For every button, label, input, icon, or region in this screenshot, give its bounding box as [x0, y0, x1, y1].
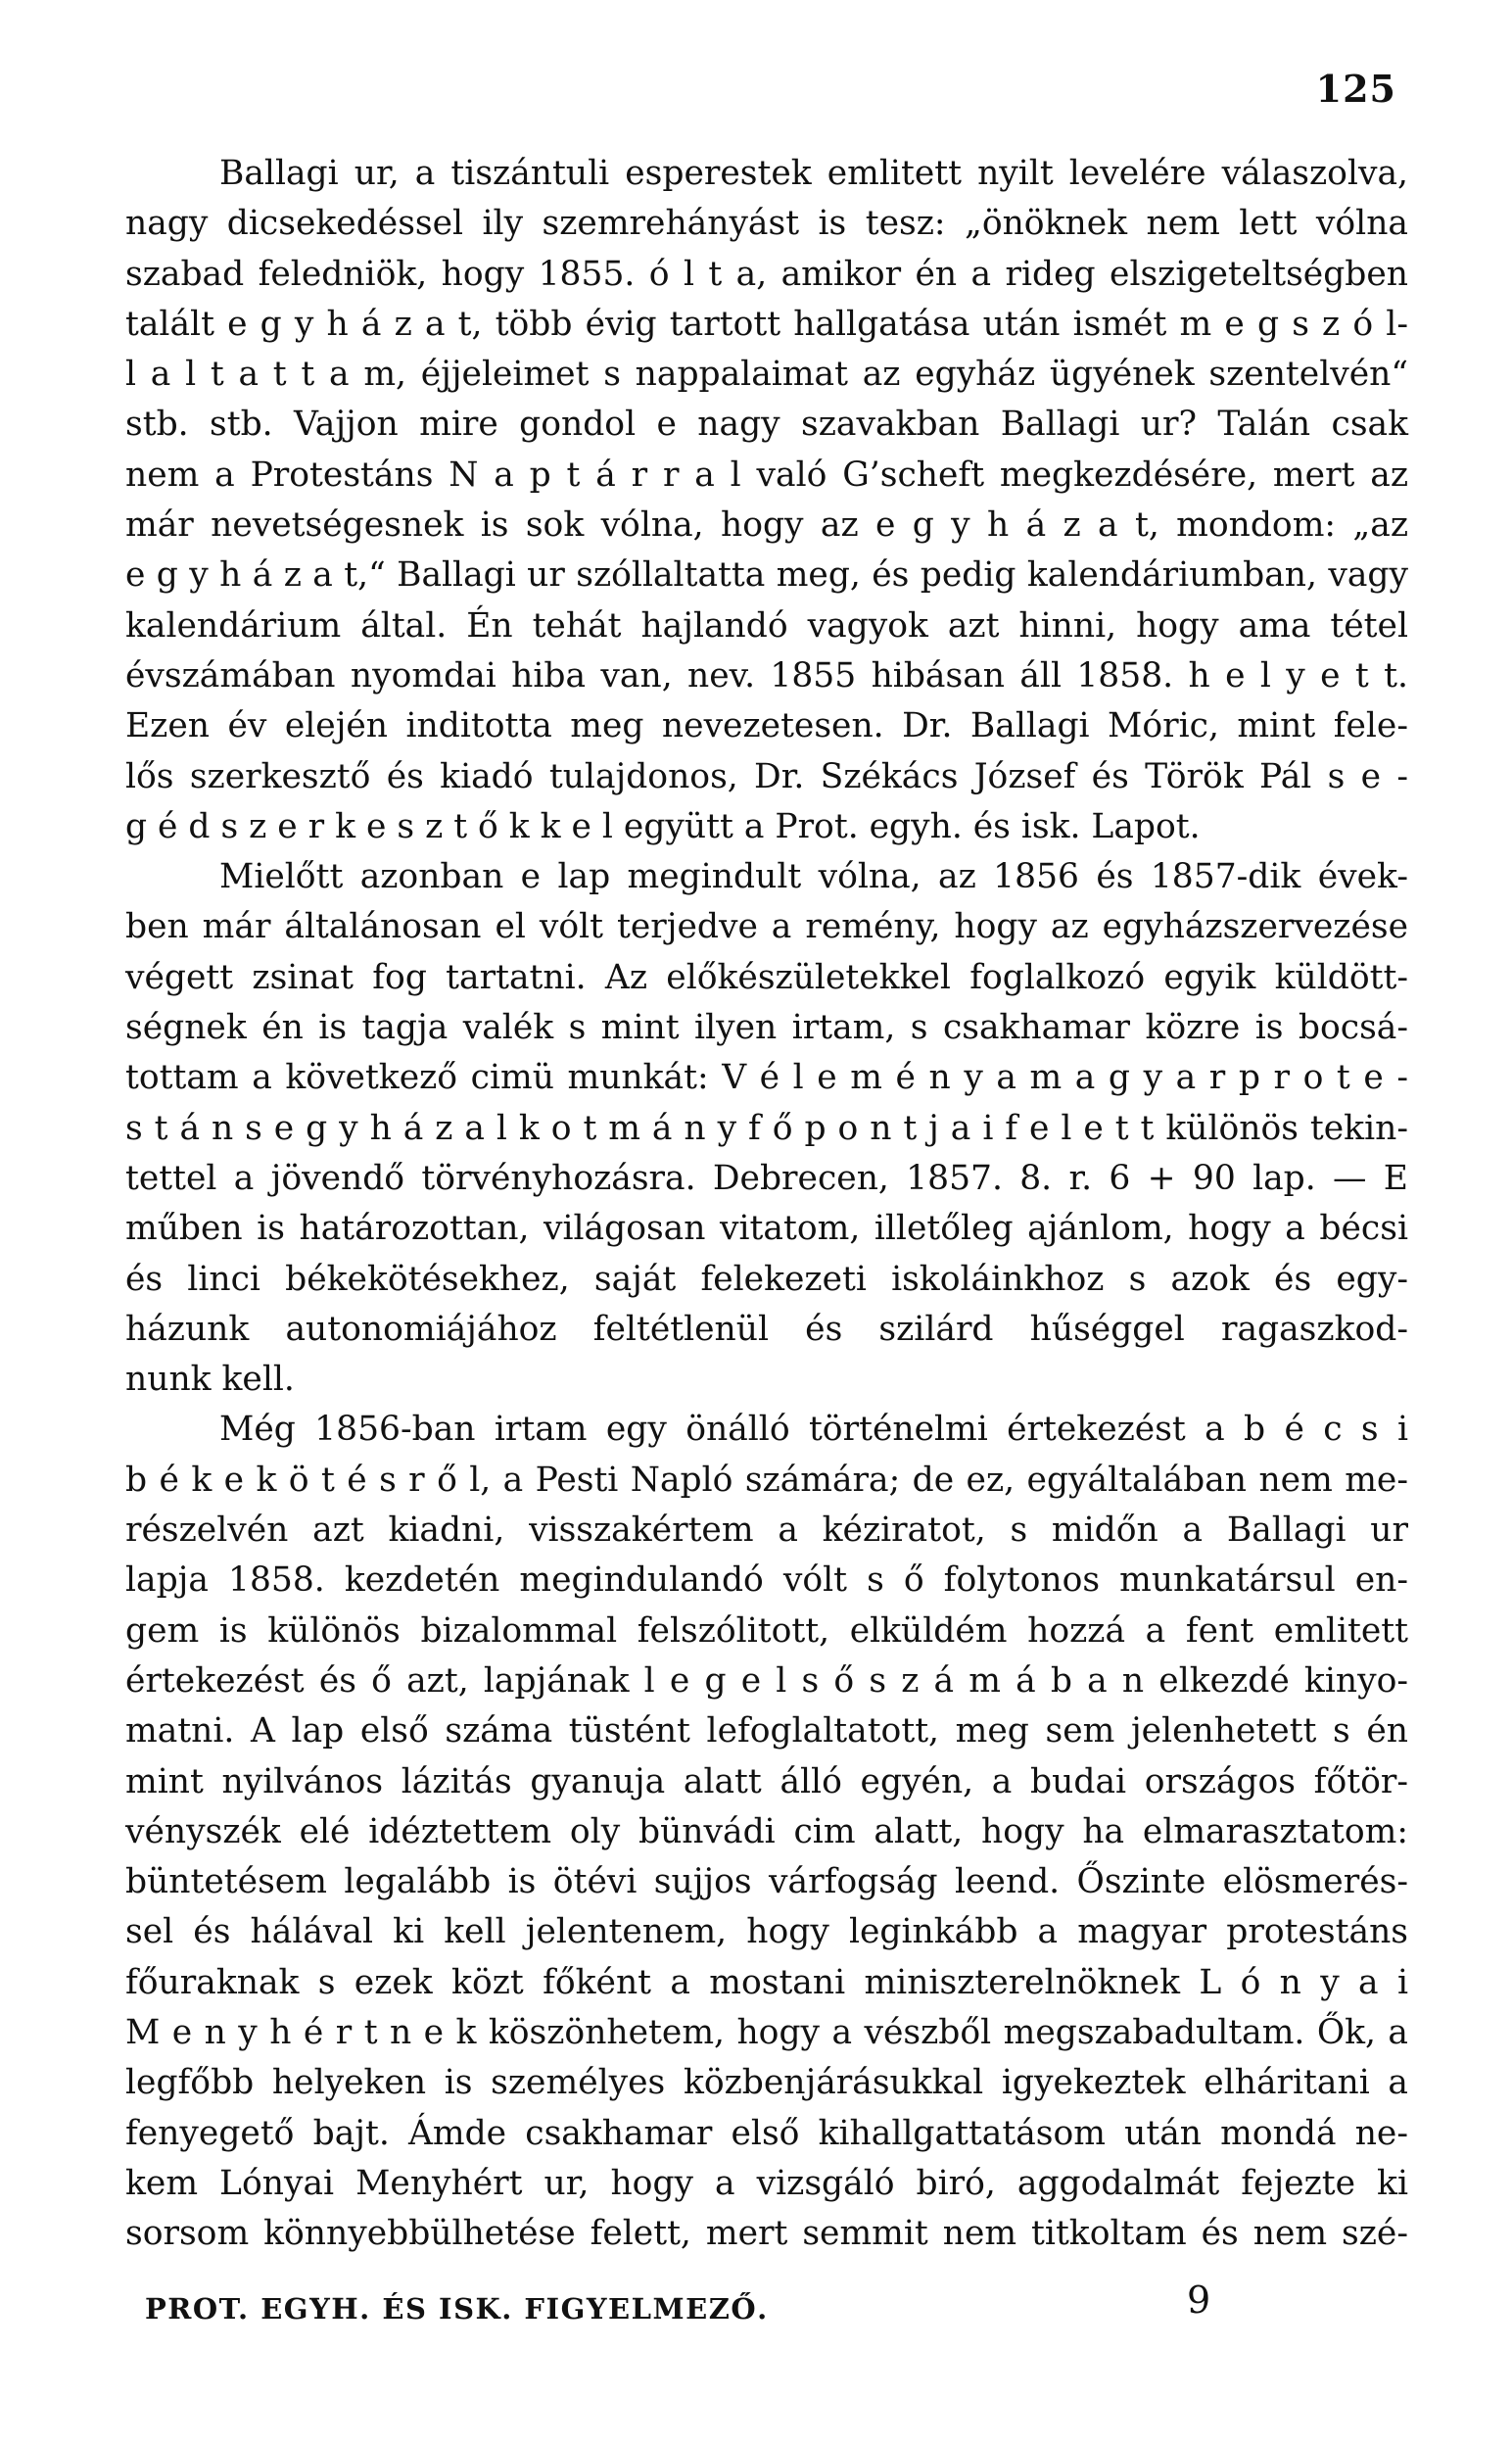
text-line: házunk autonomiájához feltétlenül és szilárd hűséggel ragaszkod- [125, 1309, 1408, 1349]
text-line: Ezen év elején inditotta meg nevezetesen. Dr. Ballagi Móric, mint fele- [125, 706, 1408, 746]
text-line: büntetésem legalább is ötévi sujjos várfogság leend. Őszinte elösmerés- [125, 1862, 1408, 1902]
text-line: tettel a jövendő törvényhozásra. Debrecen, 1857. 8. r. 6 + 90 lap. — E [125, 1158, 1408, 1198]
text-line: nunk kell. [125, 1360, 295, 1400]
text-line: sorsom könnyebbülhetése felett, mert semmit nem titkoltam és nem szé- [125, 2214, 1408, 2254]
text-line: értekezést és ő azt, lapjának l e g e l s ő s z á m á b a n elkezdé kinyo- [125, 1660, 1408, 1701]
text-line: részelvén azt kiadni, visszakértem a kéziratot, s midőn a Ballagi ur [125, 1511, 1408, 1551]
text-line: s t á n s e g y h á z a l k o t m á n y f ő p o n t j a i f e l e t t különös tekin- [125, 1108, 1408, 1148]
text-line: talált e g y h á z a t, több évig tartott hallgatása után ismét m e g s z ó l- [125, 304, 1408, 344]
text-line: b é k e k ö t é s r ő l, a Pesti Napló számára; de ez, egyáltalában nem me- [125, 1460, 1408, 1500]
text-line: kalendárium által. Én tehát hajlandó vagyok azt hinni, hogy ama tétel [125, 605, 1408, 646]
text-line: legfőbb helyeken is személyes közbenjárásukkal igyekeztek elháritani a [125, 2063, 1408, 2103]
text-line: nem a Protestáns N a p t á r r a l való G’scheft megkezdésére, mert az [125, 455, 1408, 495]
text-line: és linci békekötésekhez, saját felekezeti iskoláinkhoz s azok és egy- [125, 1259, 1408, 1299]
text-line: végett zsinat fog tartatni. Az előkészületekkel foglalkozó egyik küldött- [125, 957, 1408, 997]
footer-signature-mark: 9 [1187, 2278, 1211, 2322]
body-text [125, 149, 1408, 2259]
page-number: 125 [1315, 67, 1396, 111]
text-line: mint nyilvános lázitás gyanuja alatt álló egyén, a budai országos főtör- [125, 1761, 1408, 1801]
text-line: lős szerkesztő és kiadó tulajdonos, Dr. Székács József és Török Pál s e - [125, 756, 1408, 796]
text-line: nagy dicsekedéssel ily szemrehányást is tesz: „önöknek nem lett vólna [125, 204, 1408, 244]
text-line: lapja 1858. kezdetén megindulandó vólt s ő folytonos munkatársul en- [125, 1560, 1408, 1601]
text-line: már nevetségesnek is sok vólna, hogy az e g y h á z a t, mondom: „az [125, 505, 1408, 546]
text-line: Ballagi ur, a tiszántuli esperestek emlitett nyilt levelére válaszolva, [219, 154, 1408, 193]
text-line: stb. stb. Vajjon mire gondol e nagy szavakban Ballagi ur? Talán csak [125, 405, 1408, 445]
text-line: gem is különös bizalommal felszólitott, elküldém hozzá a fent emlitett [125, 1610, 1408, 1651]
text-line: sel és hálával ki kell jelentenem, hogy leginkább a magyar protestáns [125, 1912, 1408, 1952]
text-line: M e n y h é r t n e k köszönhetem, hogy a vészből megszabadultam. Ők, a [125, 2012, 1408, 2052]
text-line: Még 1856-ban irtam egy önálló történelmi értekezést a b é c s i [219, 1410, 1408, 1450]
footer-journal-title: PROT. EGYH. ÉS ISK. FIGYELMEZŐ. [145, 2292, 769, 2326]
text-line: g é d s z e r k e s z t ő k k e l együtt a Prot. egyh. és isk. Lapot. [125, 806, 1201, 846]
text-line: tottam a következő cimü munkát: V é l e m é n y a m a g y a r p r o t e - [125, 1058, 1408, 1098]
text-line: főuraknak s ezek közt főként a mostani miniszterelnöknek L ó n y a i [125, 1962, 1408, 2002]
text-line: szabad feledniök, hogy 1855. ó l t a, amikor én a rideg elszigeteltségben [125, 254, 1408, 294]
text-line: kem Lónyai Menyhért ur, hogy a vizsgáló biró, aggodalmát fejezte ki [125, 2163, 1408, 2203]
text-line: évszámában nyomdai hiba van, nev. 1855 hibásan áll 1858. h e l y e t t. [125, 655, 1408, 695]
text-line: műben is határozottan, világosan vitatom, illetőleg ajánlom, hogy a bécsi [125, 1209, 1408, 1249]
text-line: ségnek én is tagja valék s mint ilyen irtam, s csakhamar közre is bocsá- [125, 1008, 1408, 1048]
text-line: matni. A lap első száma tüstént lefoglaltatott, meg sem jelenhetett s én [125, 1711, 1408, 1751]
text-line: ben már általánosan el vólt terjedve a remény, hogy az egyházszervezése [125, 907, 1408, 947]
text-line: l a l t a t t a m, éjjeleimet s nappalaimat az egyház ügyének szentelvén“ [125, 355, 1408, 395]
text-line: fenyegető bajt. Ámde csakhamar első kihallgattatásom után mondá ne- [125, 2113, 1408, 2153]
text-line: Mielőtt azonban e lap megindult vólna, az 1856 és 1857-dik évek- [219, 857, 1408, 897]
text-line: e g y h á z a t,“ Ballagi ur szóllaltatta meg, és pedig kalendáriumban, vagy [125, 555, 1408, 596]
text-line: vényszék elé idéztettem oly bünvádi cim alatt, hogy ha elmarasztatom: [125, 1811, 1408, 1851]
